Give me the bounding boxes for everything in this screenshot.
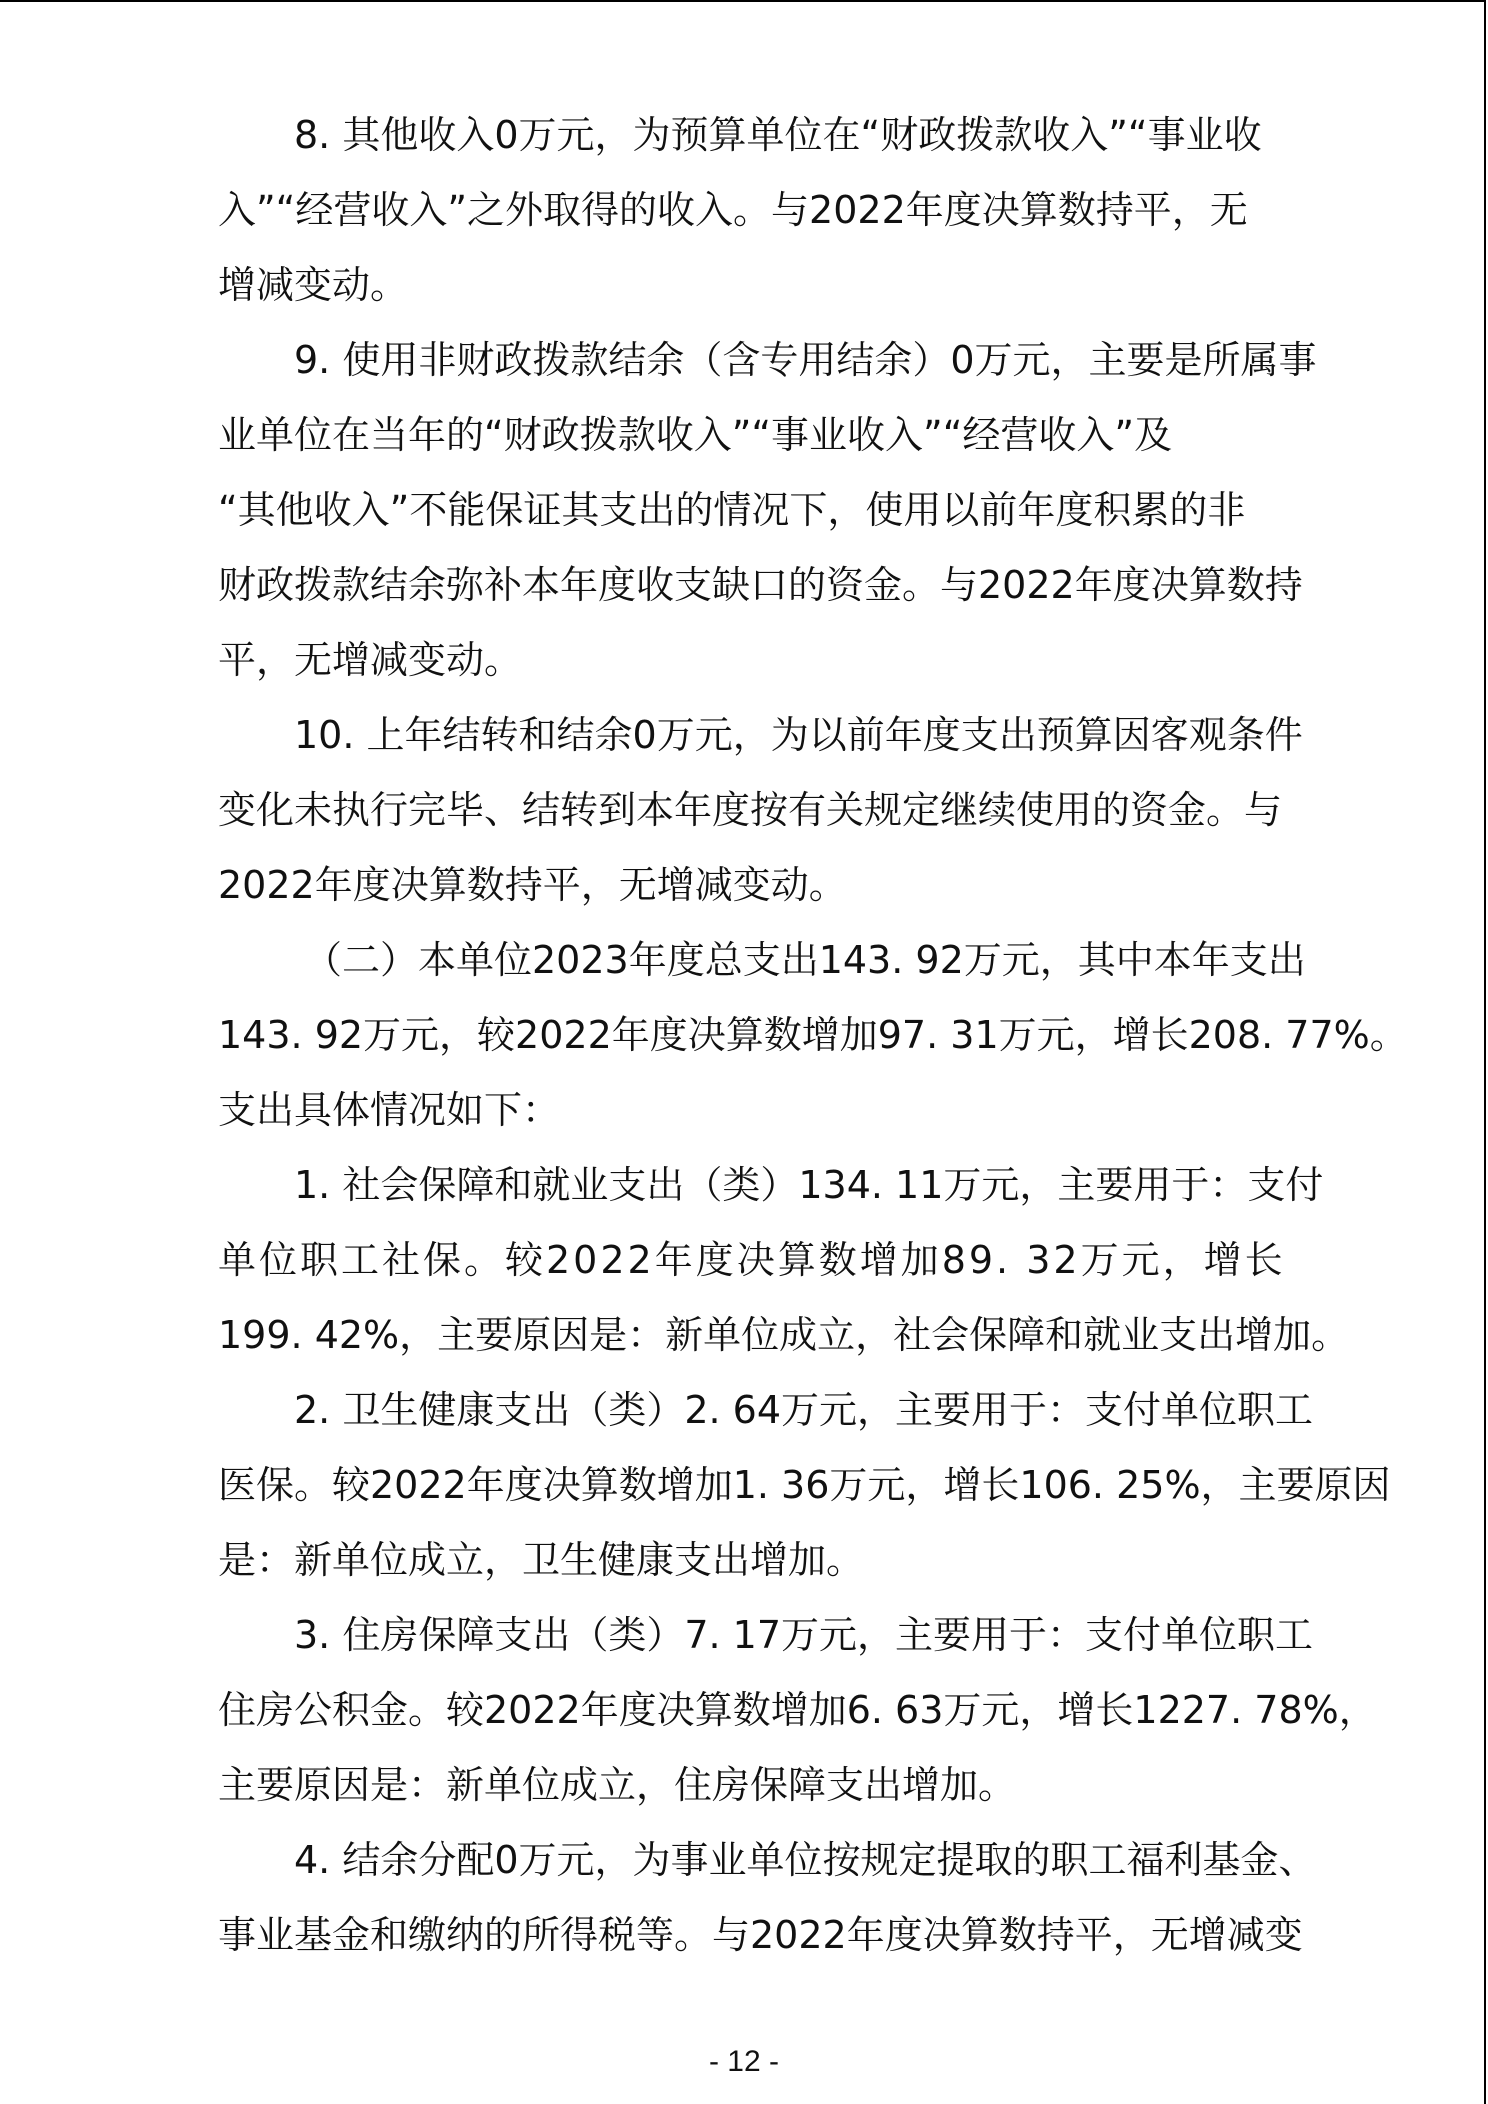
page-number: - 12 -	[708, 2045, 780, 2078]
paragraph-line: 是：新单位成立，卫生健康支出增加。	[218, 1538, 865, 1582]
paragraph-line: （二）本单位2023年度总支出143. 92万元，其中本年支出	[304, 938, 1306, 982]
paragraph-line: 住房公积金。较2022年度决算数增加6. 63万元，增长1227. 78%，	[218, 1688, 1377, 1732]
paragraph-line: 支出具体情况如下：	[218, 1088, 561, 1132]
paragraph-line: “其他收入”不能保证其支出的情况下，使用以前年度积累的非	[218, 488, 1246, 532]
paragraph-line: 主要原因是：新单位成立，住房保障支出增加。	[218, 1763, 1017, 1807]
paragraph-line: 199. 42%，主要原因是：新单位成立，社会保障和就业支出增加。	[218, 1313, 1350, 1357]
paragraph-line: 业单位在当年的“财政拨款收入”“事业收入”“经营收入”及	[218, 413, 1173, 457]
paragraph-line: 医保。较2022年度决算数增加1. 36万元，增长106. 25%，主要原因	[218, 1463, 1391, 1507]
paragraph-line: 单位职工社保。较2022年度决算数增加89. 32万元，增长	[218, 1238, 1286, 1282]
paragraph-line: 143. 92万元，较2022年度决算数增加97. 31万元，增长208. 77%。	[218, 1013, 1408, 1057]
paragraph-line: 4. 结余分配0万元，为事业单位按规定提取的职工福利基金、	[294, 1838, 1317, 1882]
document-body	[218, 98, 1408, 1973]
paragraph-line: 变化未执行完毕、结转到本年度按有关规定继续使用的资金。与	[218, 788, 1283, 832]
paragraph-line: 事业基金和缴纳的所得税等。与2022年度决算数持平，无增减变	[218, 1913, 1303, 1957]
paragraph-line: 2022年度决算数持平，无增减变动。	[218, 863, 847, 907]
paragraph-line: 3. 住房保障支出（类）7. 17万元，主要用于：支付单位职工	[294, 1613, 1314, 1657]
paragraph-line: 平，无增减变动。	[218, 638, 523, 682]
paragraph-line: 财政拨款结余弥补本年度收支缺口的资金。与2022年度决算数持	[218, 563, 1303, 607]
paragraph-line: 2. 卫生健康支出（类）2. 64万元，主要用于：支付单位职工	[294, 1388, 1314, 1432]
paragraph-line: 增减变动。	[218, 263, 409, 307]
paragraph-line: 入”“经营收入”之外取得的收入。与2022年度决算数持平，无	[218, 188, 1248, 232]
paragraph-line: 1. 社会保障和就业支出（类）134. 11万元，主要用于：支付	[294, 1163, 1324, 1207]
paragraph-line: 8. 其他收入0万元，为预算单位在“财政拨款收入”“事业收	[294, 113, 1262, 157]
paragraph-line: 10. 上年结转和结余0万元，为以前年度支出预算因客观条件	[294, 713, 1303, 757]
paragraph-line: 9. 使用非财政拨款结余（含专用结余）0万元，主要是所属事	[294, 338, 1317, 382]
